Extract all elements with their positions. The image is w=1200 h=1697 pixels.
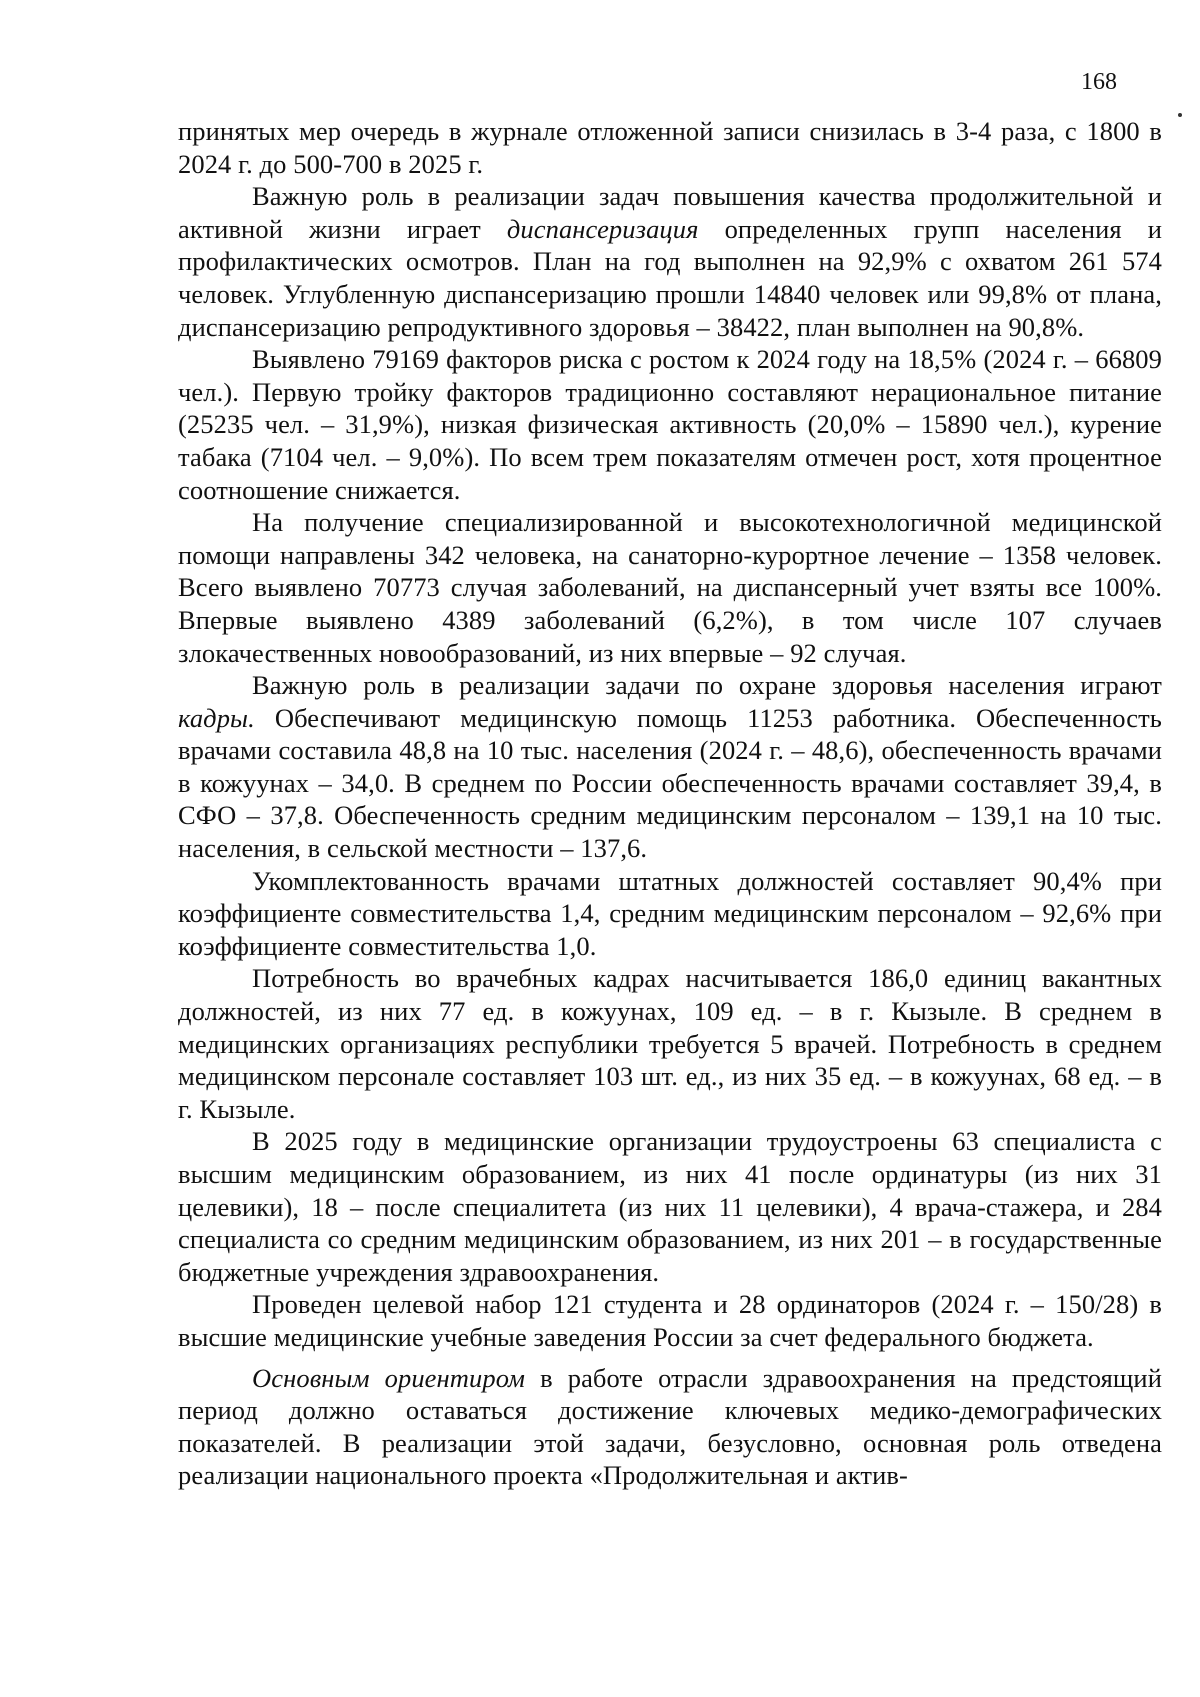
paragraph-text: принятых мер очередь в журнале отложенной записи снизилась в 3-4 раза, с 1800 в 2024 г. до 500-700 в 2025 г. bbox=[178, 116, 1162, 179]
paragraph-text: В 2025 году в медицинские организации трудоустроены 63 специалиста с высшим медицинским образованием, из них 41 после ординатуры (из них 31 целевики), 18 – после специалитета (из них 11 целевики), 4 врача-стажера, и 284 специалиста со средним медицинским образованием, из них 201 – в государственные бюджетные учреждения здравоохранения. bbox=[178, 1126, 1162, 1287]
paragraph-text: Потребность во врачебных кадрах насчитывается 186,0 единиц вакантных должностей, из них 77 ед. в кожуунах, 109 ед. – в г. Кызыле. В среднем в медицинских организациях республики требуется 5 врачей. Потребность в среднем медицинском персонале составляет 103 шт. ед., из них 35 ед. – в кожуунах, 68 ед. – в г. Кызыле. bbox=[178, 963, 1162, 1124]
paragraph-text: Обеспечивают медицинскую помощь 11253 работника. Обеспеченность врачами составила 48,8 на 10 тыс. населения (2024 г. – 48,6), обеспеченность врачами в кожуунах – 34,0. В среднем по России обеспеченность врачами составляет 39,4, в СФО – 37,8. Обеспеченность средним медицинским персоналом – 139,1 на 10 тыс. населения, в сельской местности – 137,6. bbox=[178, 702, 1162, 864]
paragraph-staff bbox=[178, 669, 1162, 865]
paragraph-text: определенных групп населения и профилактических осмотров. План на год выполнен на 92,9% с охватом 261 574 человек. Углубленную диспансеризацию прошли 14840 человек или 99,8% от плана, диспансеризацию репродуктивного здоровья – 38422, план выполнен на 90,8%. bbox=[178, 213, 1162, 342]
paragraph-text: Укомплектованность врачами штатных должностей составляет 90,4% при коэффициенте совместительства 1,4, средним медицинским персоналом – 92,6% при коэффициенте совместительства 1,0. bbox=[178, 865, 1162, 961]
emphasis-term: Основным ориентиром bbox=[252, 1362, 526, 1393]
paragraph-risk-factors bbox=[178, 343, 1162, 506]
document-body bbox=[178, 115, 1162, 1492]
emphasis-term: диспансеризация bbox=[506, 213, 699, 244]
paragraph-text: Проведен целевой набор 121 студента и 28 ординаторов (2024 г. – 150/28) в высшие медицинские учебные заведения России за счет федерального бюджета. bbox=[178, 1289, 1162, 1352]
paragraph-specialized-care bbox=[178, 506, 1162, 669]
paragraph-text: в работе отрасли здравоохранения на предстоящий период должно оставаться достижение ключевых медико-демографических показателей. В реализации этой задачи, безусловно, основная роль отведена реализации национального проекта «Продолжительная и актив- bbox=[178, 1362, 1162, 1491]
paragraph-dispensary bbox=[178, 180, 1162, 343]
page-number: 168 bbox=[1081, 69, 1117, 95]
paragraph-queue bbox=[178, 115, 1162, 180]
paragraph-text: На получение специализированной и высокотехнологичной медицинской помощи направлены 342 человека, на санаторно-курортное лечение – 1358 человек. Всего выявлено 70773 случая заболеваний, на диспансерный учет взяты все 100%. Впервые выявлено 4389 заболеваний (6,2%), в том числе 107 случаев злокачественных новообразований, из них впервые – 92 случая. bbox=[178, 507, 1162, 668]
scan-speck bbox=[1178, 113, 1182, 117]
paragraph-targeted-enrollment bbox=[178, 1288, 1162, 1353]
emphasis-term: кадры. bbox=[178, 702, 255, 733]
paragraph-vacancies bbox=[178, 962, 1162, 1125]
paragraph-staffing-level bbox=[178, 865, 1162, 963]
paragraph-text: Важную роль в реализации задач повышения качества продолжительной и активной жизни играет bbox=[178, 181, 1162, 244]
paragraph-text: Выявлено 79169 факторов риска с ростом к 2024 году на 18,5% (2024 г. – 66809 чел.). Первую тройку факторов традиционно составляют нерациональное питание (25235 чел. – 31,9%), низкая физическая активность (20,0% – 15890 чел.), курение табака (7104 чел. – 9,0%). По всем трем показателям отмечен рост, хотя процентное соотношение снижается. bbox=[178, 344, 1162, 505]
paragraph-hiring bbox=[178, 1125, 1162, 1288]
paragraph-text: Важную роль в реализации задачи по охране здоровья населения играют bbox=[252, 670, 1162, 701]
paragraph-main-guideline bbox=[178, 1362, 1162, 1492]
